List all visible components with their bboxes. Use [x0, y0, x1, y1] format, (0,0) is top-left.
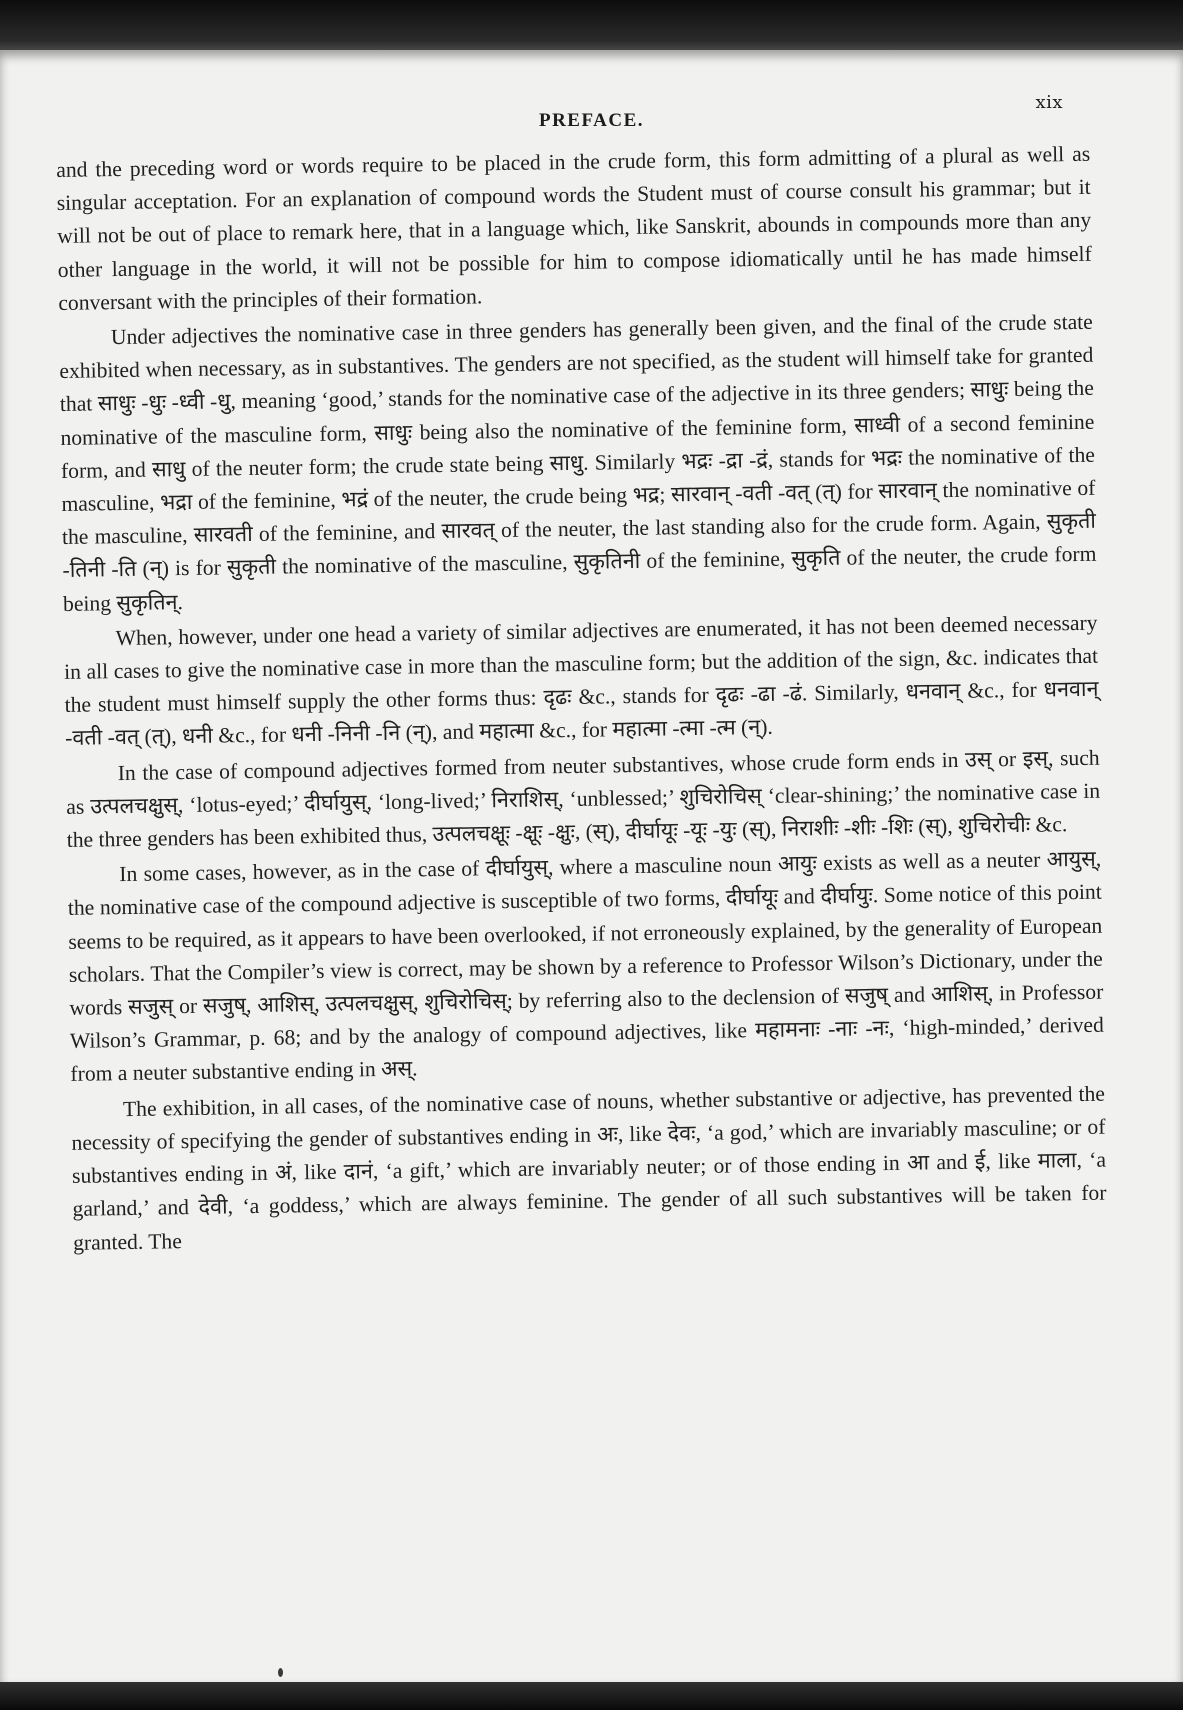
scan-bottom-edge: [0, 1682, 1183, 1710]
running-head: PREFACE.: [538, 110, 645, 131]
ink-speck: [278, 1668, 283, 1677]
paragraph-5: In some cases, however, as in the case of दीर्घायुस्, where a masculine noun आयुः exists as well as a neuter आयुस्, the nominative case of the compound adjective is susceptible of two forms, दीर्घायूः and दीर्घायुः. Some notice of this point seems to be required, as it appears to have been overlooked, if not erroneously explained, by the generality of European scholars. That the Compiler’s view is correct, may be shown by a reference to Professor Wilson’s Dictionary, under the words सजुस् or सजुष्, आशिस्, उत्पलचक्षुस्, शुचिरोचिस्; by referring also to the declension of सजुष् and आशिस्, in Professor Wilson’s Grammar, p. 68; and by the analogy of compound adjectives, like महामनाः -नाः -नः, ‘high-minded,’ derived from a neuter substantive ending in अस्.: [67, 846, 1104, 1087]
book-page: [0, 50, 1183, 1682]
page-body: [56, 138, 1107, 1260]
paragraph-1: and the preceding word or words require to be placed in the crude form, this form admitting of a plural as well as singular acceptation. For an explanation of compound words the Student must of course consult his grammar; but it will not be out of place to remark here, that in a language which, like Sanskrit, abounds in compounds more than any other language in the world, it will not be possible for him to compose idiomatically until he has made himself conversant with the principles of their formation.: [56, 141, 1092, 315]
paragraph-3: When, however, under one head a variety of similar adjectives are enumerated, it has not been deemed necessary in all cases to give the nominative case in more than the masculine form; but the addition of the sign, &c. indicates that the student must himself supply the other forms thus: दृढः &c., stands for दृढः -ढा -ढं. Similarly, धनवान् &c., for धनवान् -वती -वत् (त्), धनी &c., for धनी -निनी -नि (न्), and महात्मा &c., for महात्मा -त्मा -त्म (न्).: [63, 610, 1099, 751]
paragraph-2: Under adjectives the nominative case in three genders has generally been given, and the final of the crude state exhibited when necessary, as in substantives. The genders are not specified, as the student will himself take for granted that साधुः -धुः -ध्वी -धु, meaning ‘good,’ stands for the nominative case of the adjective in its three genders; साधुः being the nominative of the masculine form, साधुः being also the nominative of the feminine form, साध्वी of a second feminine form, and साधु of the neuter form; the crude state being साधु. Similarly भद्रः -द्रा -द्रं, stands for भद्रः the nominative of the masculine, भद्रा of the feminine, भद्रं of the neuter, the crude being भद्र; सारवान् -वती -वत् (त्) for सारवान् the nominative of the masculine, सारवती of the feminine, and सारवत् of the neuter, the last standing also for the crude form. Again, सुकृती -तिनी -ति (न्) is for सुकृती the nominative of the masculine, सुकृतिनी of the feminine, सुकृति of the neuter, the crude form being सुकृतिन्.: [59, 309, 1097, 616]
paragraph-6: The exhibition, in all cases, of the nominative case of nouns, whether substantive or adjective, has prevented the necessity of specifying the gender of substantives ending in अः, like देवः, ‘a god,’ which are invariably masculine; or of substantives ending in अं, like दानं, ‘a gift,’ which are invariably neuter; or of those ending in आ and ई, like माला, ‘a garland,’ and देवी, ‘a goddess,’ which are always feminine. The gender of all such substantives will be taken for granted. The: [71, 1081, 1107, 1255]
page-number: xix: [1035, 92, 1063, 113]
paragraph-4: In the case of compound adjectives formed from neuter substantives, whose crude form ends in उस् or इस्, such as उत्पलचक्षुस्, ‘lotus-eyed;’ दीर्घायुस्, ‘long-lived;’ निराशिस्, ‘unblessed;’ शुचिरोचिस् ‘clear-shining;’ the nominative case in the three genders has been exhibited thus, उत्पलचक्षूः -क्षूः -क्षुः, (स्), दीर्घायूः -यूः -युः (स्), निराशीः -शीः -शिः (स्), शुचिरोचीः &c.: [66, 745, 1101, 852]
